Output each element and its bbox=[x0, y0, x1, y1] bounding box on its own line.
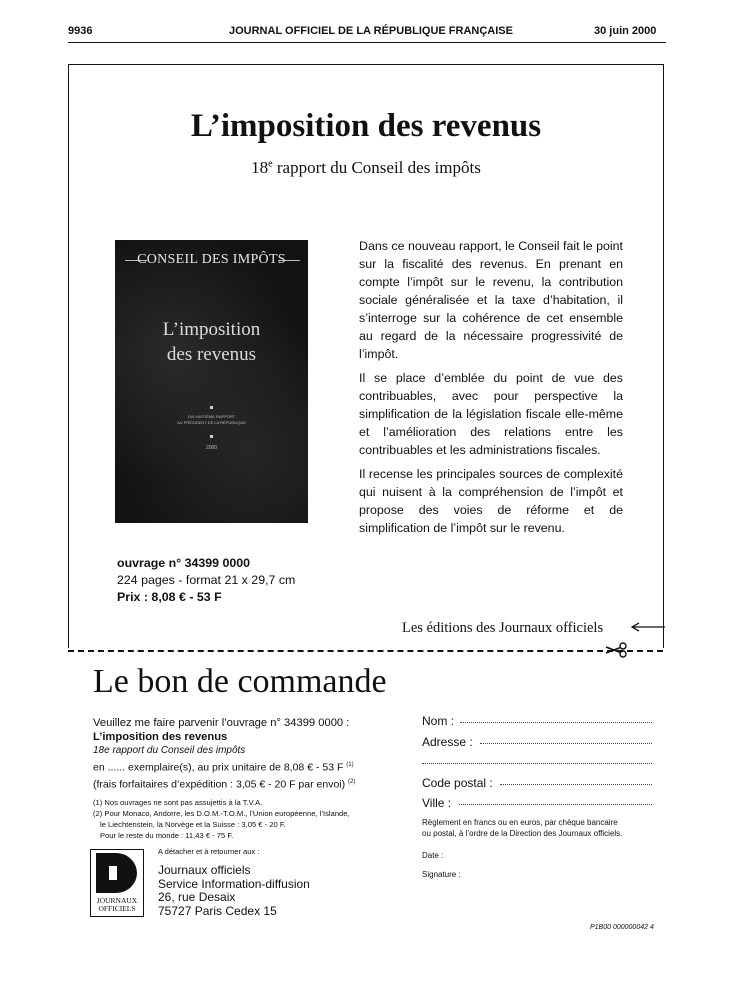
cover-title-line-2: des revenus bbox=[166, 344, 257, 365]
journal-title: JOURNAL OFFICIEL DE LA RÉPUBLIQUE FRANÇAISE bbox=[229, 25, 513, 37]
date-label: Date : bbox=[422, 851, 444, 860]
footnote-2: (2) Pour Monaco, Andorre, les D.O.M.-T.O.M., l’Union européenne, l’Islande, bbox=[93, 809, 350, 818]
footnote-1: (1) Nos ouvrages ne sont pas assujettis à la T.V.A. bbox=[93, 798, 263, 807]
payment-note-line: Règlement en francs ou en euros, par chèque bancaire bbox=[422, 818, 618, 827]
detach-instruction: A détacher et à retourner aux : bbox=[158, 847, 260, 856]
price: Prix : 8,08 € - 53 F bbox=[117, 590, 222, 604]
order-request: Veuillez me faire parvenir l’ouvrage n° 34399 0000 : bbox=[93, 717, 350, 729]
ad-subtitle bbox=[68, 158, 664, 178]
document-code: P1B00 000000042 4 bbox=[590, 924, 654, 931]
order-shipping: (frais forfaitaires d’expédition : 3,05 € - 20 F par envoi) bbox=[93, 778, 346, 790]
footnote-2-continued: le Liechtenstein, la Norvège et la Suisse : 3,05 € - 20 F. bbox=[100, 820, 286, 829]
cover-title bbox=[115, 317, 308, 367]
description-paragraph: Dans ce nouveau rapport, le Conseil fait le point sur la fiscalité des revenus. En prenant en compte l’impôt sur le revenu, la contribution sociale généralisée et la taxe d’habitation, il s’interroge sur la cohérence de cet ensemble au regard de la nécessaire progressivité de l’impôt. bbox=[359, 239, 623, 361]
scissors-icon bbox=[605, 642, 629, 658]
logo-text-line-2: OFFICIELS bbox=[98, 904, 136, 913]
issue-date: 30 juin 2000 bbox=[594, 25, 657, 37]
payment-note-line: ou postal, à l’ordre de la Direction des Journaux officiels. bbox=[422, 829, 623, 838]
address-line: Journaux officiels bbox=[158, 863, 251, 877]
adresse-label: Adresse : bbox=[422, 735, 473, 749]
cover-small-line-2: AU PRÉSIDENT DE LA RÉPUBLIQUE bbox=[177, 420, 246, 425]
code-postal-label: Code postal : bbox=[422, 776, 493, 790]
address-line: Service Information-diffusion bbox=[158, 876, 310, 891]
journaux-officiels-logo bbox=[90, 849, 144, 917]
logo-mark-icon bbox=[91, 850, 142, 896]
shipping-footnote-ref: (2) bbox=[348, 778, 356, 785]
return-address bbox=[158, 864, 310, 918]
signature-label: Signature : bbox=[422, 870, 461, 879]
description-paragraph: Il recense les principales sources de complexité qui nuisent à la compréhension de l’impôt et propose des voies de réforme et de simplification de l’impôt sur le revenu. bbox=[359, 467, 623, 535]
cover-title-line-1: L’imposition bbox=[162, 319, 261, 340]
cover-dot bbox=[210, 435, 213, 438]
cover-year: 2000 bbox=[205, 445, 218, 451]
footnote-2-world: Pour le reste du monde : 11,43 € - 75 F. bbox=[100, 831, 234, 840]
cover-small-line-1: DIX-HUITIÈME RAPPORT bbox=[187, 414, 236, 419]
book-cover-image bbox=[115, 240, 308, 523]
order-copies: en ...... exemplaire(s), au prix unitaire de 8,08 € - 53 F bbox=[93, 761, 344, 774]
publisher-line: Les éditions des Journaux officiels bbox=[402, 620, 604, 636]
book-reference bbox=[117, 555, 295, 606]
subtitle-text: rapport du Conseil des impôts bbox=[272, 158, 481, 177]
description-paragraph: Il se place d’emblée du point de vue des contribuables, avec pour perspective la simplification de la législation fiscale elle-même et l’amélioration des relations entre les contribuables et les administrations fiscales. bbox=[359, 371, 623, 457]
ad-title: L’imposition des revenus bbox=[190, 108, 542, 144]
payment-note bbox=[422, 817, 622, 839]
header-rule bbox=[68, 42, 666, 43]
cut-line bbox=[68, 650, 663, 652]
cover-series: CONSEIL DES IMPÔTS bbox=[137, 252, 286, 267]
code-postal-field[interactable] bbox=[500, 783, 652, 785]
page-number: 9936 bbox=[68, 25, 93, 37]
book-description bbox=[359, 237, 623, 543]
page-format: 224 pages - format 21 x 29,7 cm bbox=[117, 573, 296, 587]
order-book-subtitle: 18e rapport du Conseil des impôts bbox=[93, 745, 246, 756]
order-details bbox=[93, 716, 355, 841]
logo-text-line-1: JOURNAUX bbox=[96, 896, 138, 905]
subtitle-ordinal: e bbox=[268, 158, 273, 170]
subtitle-number: 18 bbox=[251, 158, 269, 177]
cover-dot bbox=[210, 406, 213, 409]
order-form-title: Le bon de commande bbox=[93, 663, 387, 700]
nom-field[interactable] bbox=[460, 721, 652, 723]
ville-label: Ville : bbox=[422, 796, 452, 810]
ouvrage-number: ouvrage n° 34399 0000 bbox=[117, 556, 251, 570]
nom-label: Nom : bbox=[422, 714, 455, 728]
adresse-field-line-2[interactable] bbox=[422, 762, 652, 764]
arrow-left-icon bbox=[630, 622, 666, 632]
address-line: 75727 Paris Cedex 15 bbox=[158, 903, 277, 918]
adresse-field[interactable] bbox=[480, 742, 652, 744]
ville-field[interactable] bbox=[459, 803, 652, 805]
address-line: 26, rue Desaix bbox=[158, 890, 236, 904]
copies-footnote-ref: (1) bbox=[346, 762, 354, 768]
order-book-title: L’imposition des revenus bbox=[93, 731, 228, 743]
